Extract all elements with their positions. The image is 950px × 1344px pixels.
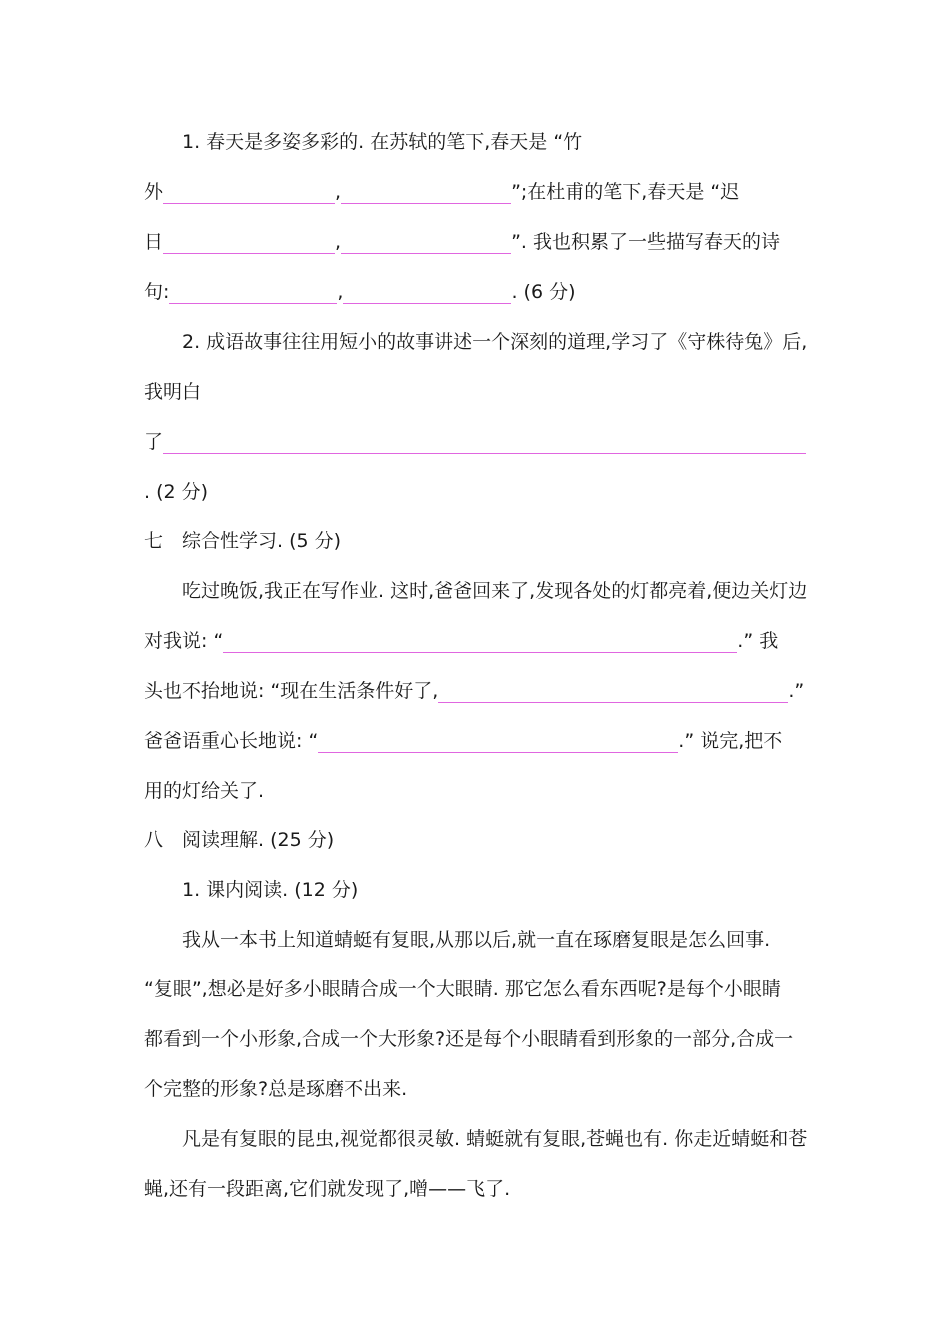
s8-reading-line-1 [182, 925, 822, 955]
s7-line-5 [144, 776, 824, 806]
s7-text-4a: 爸爸语重心长地说: “ [144, 730, 319, 752]
s8-reading-text-1: 我从一本书上知道蜻蜓有复眼,从那以后,就一直在琢磨复眼是怎么回事. [182, 929, 771, 951]
s8-reading-text-5: 凡是有复眼的昆虫,视觉都很灵敏. 蜻蜓就有复眼,苍蝇也有. 你走近蜻蜓和苍 [182, 1128, 808, 1150]
q2-text: 2. 成语故事往往用短小的故事讲述一个深刻的道理,学习了《守株待兔》后, [182, 331, 808, 353]
q2-text-le: 了 [144, 431, 164, 453]
q2-line-3 [144, 427, 824, 457]
s8-reading-text-4: 个完整的形象?总是琢磨不出来. [144, 1078, 408, 1100]
s7-text-4b: .” 说完,把不 [678, 730, 783, 752]
s8-reading-text-6: 蝇,还有一段距离,它们就发现了,噌——飞了. [144, 1178, 511, 1200]
q2-line-4 [144, 477, 824, 507]
s7-line-3 [144, 676, 824, 706]
s7-line-1 [182, 576, 822, 606]
q2-line-2 [144, 377, 824, 407]
q1-line-3 [144, 227, 824, 257]
q1-blank-6[interactable] [343, 281, 511, 304]
q1-text-dufu: ”;在杜甫的笔下,春天是 “迟 [511, 181, 740, 203]
s8-reading-line-4 [144, 1074, 824, 1104]
s7-text-5: 用的灯给关了. [144, 780, 265, 802]
s7-text-3a: 头也不抬地说: “现在生活条件好了, [144, 680, 439, 702]
q1-blank-5[interactable] [169, 281, 337, 304]
q1-text: 1. 春天是多姿多彩的. 在苏轼的笔下,春天是 “竹 [182, 131, 583, 153]
q1-comma-2: , [335, 231, 342, 253]
s7-blank-3[interactable] [318, 730, 678, 753]
section-8-heading [144, 825, 824, 855]
q1-text-ri: 日 [144, 231, 164, 253]
q1-line-2 [144, 177, 824, 207]
q1-blank-1[interactable] [163, 181, 335, 204]
q1-text-jilei: ”. 我也积累了一些描写春天的诗 [511, 231, 780, 253]
q1-comma-3: , [337, 281, 344, 303]
q1-blank-4[interactable] [341, 231, 511, 254]
s7-text-2a: 对我说: “ [144, 630, 224, 652]
s8-reading-text-2: “复眼”,想必是好多小眼睛合成一个大眼睛. 那它怎么看东西呢?是每个小眼睛 [144, 978, 781, 1000]
q1-line-4 [144, 277, 824, 307]
q2-text-mingbai: 我明白 [144, 381, 202, 403]
q1-line-1 [182, 127, 862, 157]
s8-sub-heading [182, 875, 862, 905]
q1-score: . (6 分) [511, 281, 576, 303]
q1-text-wai: 外 [144, 181, 164, 203]
q2-line-1 [182, 327, 822, 357]
s7-text-1: 吃过晚饭,我正在写作业. 这时,爸爸回来了,发现各处的灯都亮着,便边关灯边 [182, 580, 808, 602]
q2-blank[interactable] [163, 431, 806, 454]
s7-blank-1[interactable] [223, 630, 737, 653]
section-8-title: 八 阅读理解. (25 分) [144, 829, 335, 851]
s8-sub-title: 1. 课内阅读. (12 分) [182, 879, 359, 901]
q1-blank-2[interactable] [341, 181, 511, 204]
q1-text-ju: 句: [144, 281, 170, 303]
section-7-title: 七 综合性学习. (5 分) [144, 530, 342, 552]
s8-reading-text-3: 都看到一个小形象,合成一个大形象?还是每个小眼睛看到形象的一部分,合成一 [144, 1028, 794, 1050]
s8-reading-line-5 [182, 1124, 822, 1154]
s8-reading-line-6 [144, 1174, 824, 1204]
s7-text-2b: .” 我 [737, 630, 779, 652]
q1-blank-3[interactable] [163, 231, 335, 254]
s7-line-2 [144, 626, 824, 656]
s7-line-4 [144, 726, 824, 756]
q2-score: . (2 分) [144, 481, 209, 503]
q1-comma-1: , [335, 181, 342, 203]
s7-blank-2[interactable] [438, 680, 788, 703]
s8-reading-line-3 [144, 1024, 824, 1054]
s8-reading-line-2 [144, 974, 824, 1004]
s7-text-3b: .” [788, 680, 805, 702]
section-7-heading [144, 526, 824, 556]
